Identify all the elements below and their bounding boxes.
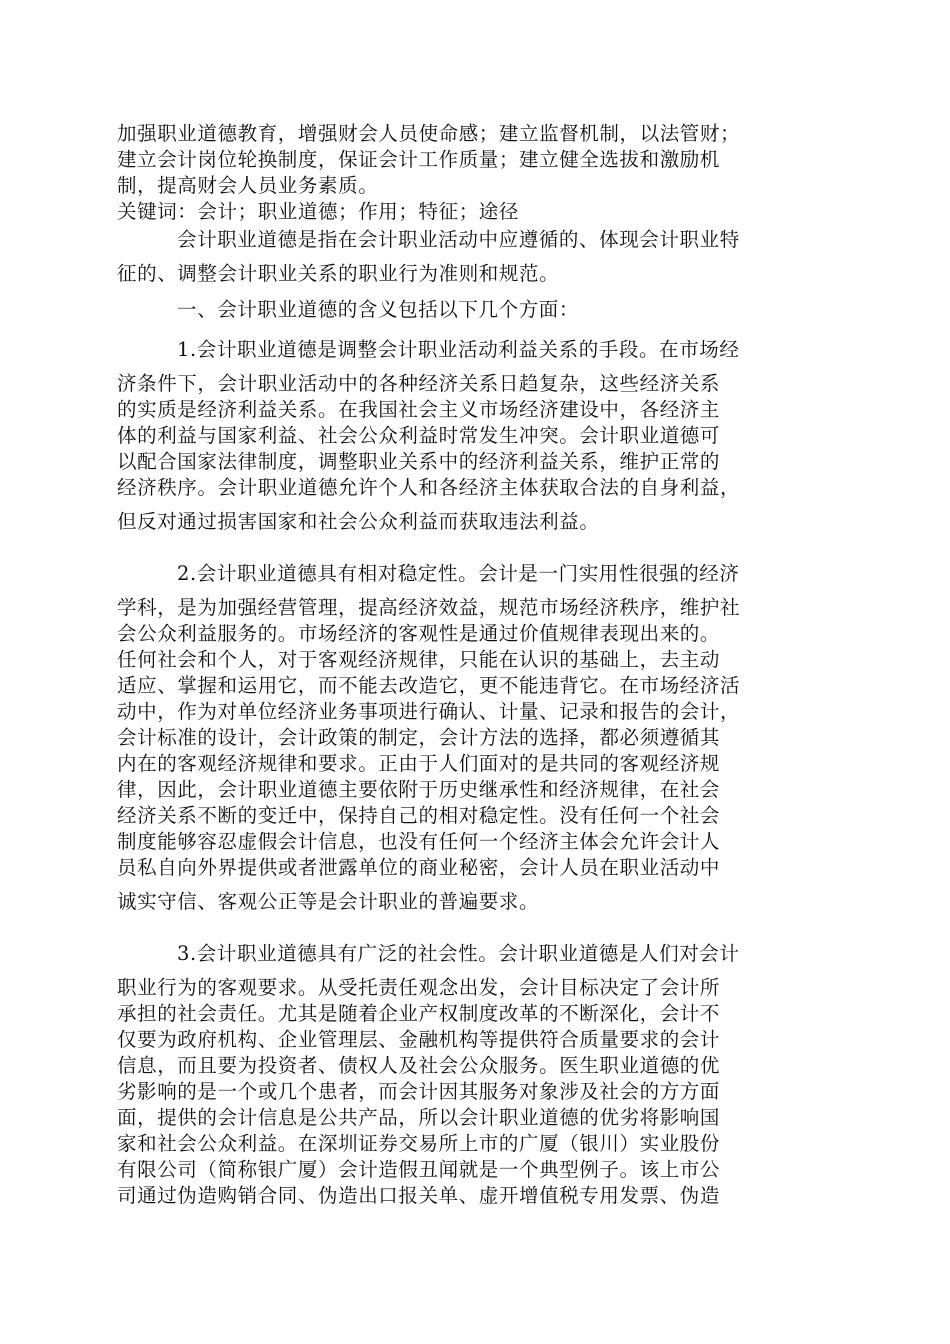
point2-line: 会公众利益服务的。市场经济的客观性是通过价值规律表现出来的。 bbox=[117, 622, 721, 645]
abstract-line: 制，提高财会人员业务素质。 bbox=[117, 174, 379, 197]
abstract-line: 加强职业道德教育，增强财会人员使命感；建立监督机制，以法管财； bbox=[117, 122, 741, 145]
point1-line: 体的利益与国家利益、社会公众利益时常发生冲突。会计职业道德可 bbox=[117, 424, 721, 447]
keywords-line: 关键词：会计；职业道德；作用；特征；途径 bbox=[117, 200, 520, 223]
intro-line: 会计职业道德是指在会计职业活动中应遵循的、体现会计职业特 bbox=[177, 228, 740, 251]
point1-line: 经济秩序。会计职业道德允许个人和各经济主体获取合法的自身利益， bbox=[117, 476, 741, 499]
point2-line: 任何社会和个人，对于客观经济规律，只能在认识的基础上，去主动 bbox=[117, 648, 721, 671]
intro-line: 征的、调整会计职业关系的职业行为准则和规范。 bbox=[117, 262, 560, 285]
section-heading: 一、会计职业道德的含义包括以下几个方面： bbox=[177, 298, 580, 321]
point2-line: 2.会计职业道德具有相对稳定性。会计是一门实用性很强的经济 bbox=[177, 562, 740, 585]
point3-line: 职业行为的客观要求。从受托责任观念出发，会计目标决定了会计所 bbox=[117, 976, 721, 999]
point2-line: 学科，是为加强经营管理，提高经济效益，规范市场经济秩序，维护社 bbox=[117, 596, 741, 619]
point1-line: 的实质是经济利益关系。在我国社会主义市场经济建设中，各经济主 bbox=[117, 398, 721, 421]
point2-line: 制度能够容忍虚假会计信息，也没有任何一个经济主体会允许会计人 bbox=[117, 830, 721, 853]
point2-line: 经济关系不断的变迁中，保持自己的相对稳定性。没有任何一个社会 bbox=[117, 804, 721, 827]
point3-line: 家和社会公众利益。在深圳证券交易所上市的广厦（银川）实业股份 bbox=[117, 1132, 721, 1155]
point2-line: 诚实守信、客观公正等是会计职业的普遍要求。 bbox=[117, 890, 540, 913]
point3-line: 司通过伪造购销合同、伪造出口报关单、虚开增值税专用发票、伪造 bbox=[117, 1184, 721, 1207]
point3-line: 3.会计职业道德具有广泛的社会性。会计职业道德是人们对会计 bbox=[177, 942, 740, 965]
point3-line: 仅要为政府机构、企业管理层、金融机构等提供符合质量要求的会计 bbox=[117, 1028, 721, 1051]
point3-line: 承担的社会责任。尤其是随着企业产权制度改革的不断深化，会计不 bbox=[117, 1002, 721, 1025]
point3-line: 劣影响的是一个或几个患者，而会计因其服务对象涉及社会的方方面 bbox=[117, 1080, 721, 1103]
point2-line: 内在的客观经济规律和要求。正由于人们面对的是共同的客观经济规 bbox=[117, 752, 721, 775]
point1-line: 但反对通过损害国家和社会公众利益而获取违法利益。 bbox=[117, 510, 600, 533]
point2-line: 律，因此，会计职业道德主要依附于历史继承性和经济规律，在社会 bbox=[117, 778, 721, 801]
point3-line: 信息，而且要为投资者、债权人及社会公众服务。医生职业道德的优 bbox=[117, 1054, 721, 1077]
point2-line: 会计标准的设计，会计政策的制定，会计方法的选择，都必须遵循其 bbox=[117, 726, 721, 749]
point1-line: 以配合国家法律制度，调整职业关系中的经济利益关系，维护正常的 bbox=[117, 450, 721, 473]
point2-line: 适应、掌握和运用它，而不能去改造它，更不能违背它。在市场经济活 bbox=[117, 674, 741, 697]
abstract-line: 建立会计岗位轮换制度，保证会计工作质量；建立健全选拔和激励机 bbox=[117, 148, 721, 171]
point2-line: 员私自向外界提供或者泄露单位的商业秘密，会计人员在职业活动中 bbox=[117, 856, 721, 879]
point1-line: 1.会计职业道德是调整会计职业活动利益关系的手段。在市场经 bbox=[177, 338, 740, 361]
point2-line: 动中，作为对单位经济业务事项进行确认、计量、记录和报告的会计， bbox=[117, 700, 741, 723]
point3-line: 有限公司（简称银广厦）会计造假丑闻就是一个典型例子。该上市公 bbox=[117, 1158, 721, 1181]
point1-line: 济条件下，会计职业活动中的各种经济关系日趋复杂，这些经济关系 bbox=[117, 372, 721, 395]
point3-line: 面，提供的会计信息是公共产品，所以会计职业道德的优劣将影响国 bbox=[117, 1106, 721, 1129]
